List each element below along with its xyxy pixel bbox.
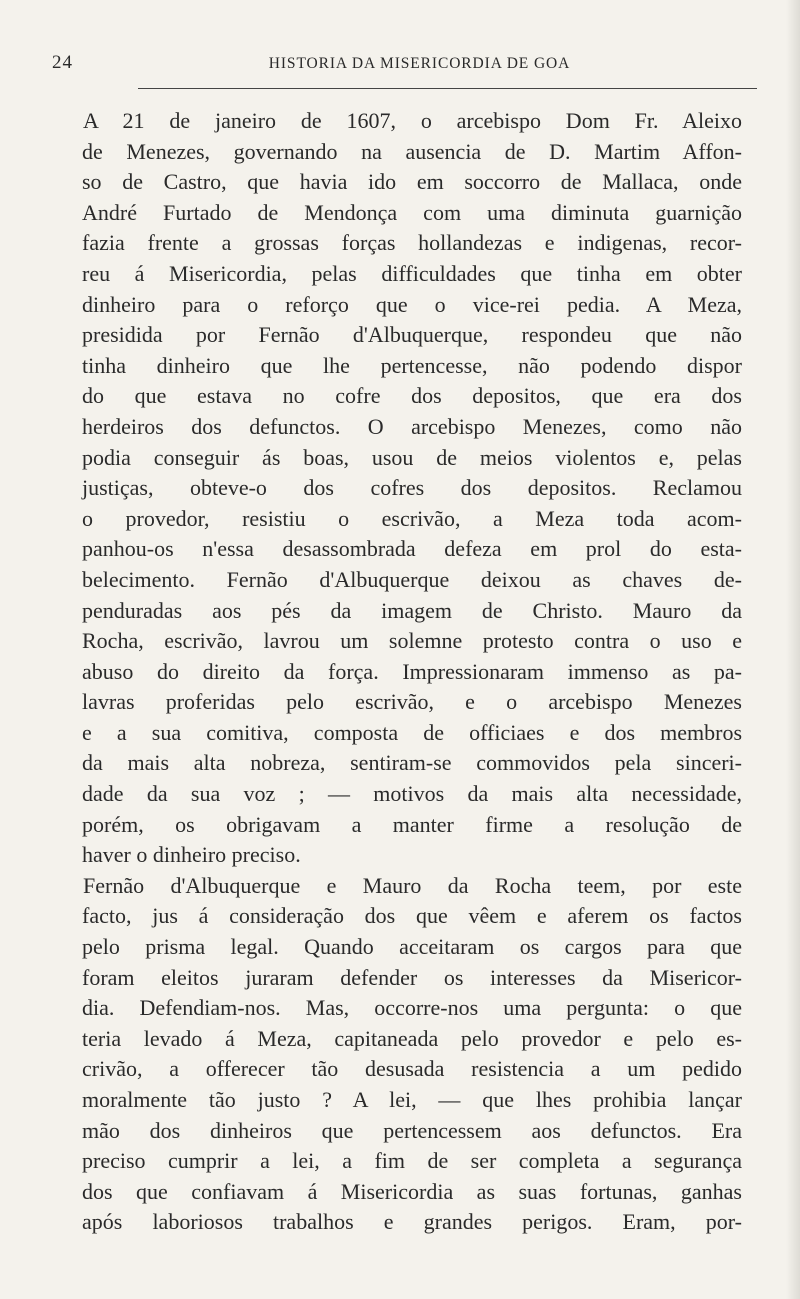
text-line: facto, jus á consideração dos que vêem e aferem os factos bbox=[82, 903, 742, 929]
text-line: fazia frente a grossas forças hollandezas e indigenas, recor- bbox=[82, 230, 742, 256]
text-line: herdeiros dos defunctos. O arcebispo Menezes, como não bbox=[82, 413, 742, 439]
text-line: penduradas aos pés da imagem de Christo. Mauro da bbox=[82, 597, 742, 623]
text-line: o provedor, resistiu o escrivão, a Meza toda acom- bbox=[82, 505, 742, 531]
text-line: porém, os obrigavam a manter firme a resolução de bbox=[82, 811, 742, 837]
text-line: moralmente tão justo ? A lei, — que lhes prohibia lançar bbox=[82, 1087, 742, 1112]
text-line: reu á Misericordia, pelas difficuldades que tinha em obter bbox=[82, 260, 742, 286]
text-line: da mais alta nobreza, sentiram-se commovidos pela sinceri- bbox=[82, 750, 742, 776]
text-line: dinheiro para o reforço que o vice-rei pedia. A Meza, bbox=[82, 291, 742, 317]
text-line: teria levado á Meza, capitaneada pelo provedor e pelo es- bbox=[82, 1025, 742, 1051]
text-line: crivão, a offerecer tão desusada resistencia a um pedido bbox=[82, 1056, 742, 1082]
header-rule bbox=[138, 88, 757, 89]
text-line: abuso do direito da força. Impressionaram immenso as pa- bbox=[82, 658, 742, 684]
text-line: A 21 de janeiro de 1607, o arcebispo Dom Fr. Aleixo bbox=[83, 108, 742, 133]
text-line: do que estava no cofre dos depositos, que era dos bbox=[82, 383, 742, 409]
text-line: belecimento. Fernão d'Albuquerque deixou as chaves de- bbox=[82, 566, 742, 592]
text-line: podia conseguir ás boas, usou de meios violentos e, pelas bbox=[82, 444, 742, 470]
text-line: André Furtado de Mendonça com uma diminuta guarnição bbox=[82, 199, 742, 225]
body-text bbox=[82, 106, 742, 1238]
running-title: HISTORIA DA MISERICORDIA DE GOA bbox=[268, 55, 571, 72]
text-line: de Menezes, governando na ausencia de D. Martim Affon- bbox=[82, 138, 742, 164]
running-head bbox=[52, 50, 757, 84]
text-line: dia. Defendiam-nos. Mas, occorre-nos uma pergunta: o que bbox=[82, 995, 742, 1021]
text-line: justiças, obteve-o dos cofres dos depositos. Reclamou bbox=[82, 475, 742, 501]
text-line: so de Castro, que havia ido em soccorro de Mallaca, onde bbox=[82, 169, 742, 195]
text-line: preciso cumprir a lei, a fim de ser completa a segurança bbox=[82, 1148, 742, 1174]
text-line: lavras proferidas pelo escrivão, e o arcebispo Menezes bbox=[82, 689, 742, 715]
text-line: presidida por Fernão d'Albuquerque, respondeu que não bbox=[82, 322, 742, 348]
text-line: Rocha, escrivão, lavrou um solemne protesto contra o uso e bbox=[82, 628, 742, 654]
text-line: dos que confiavam á Misericordia as suas fortunas, ganhas bbox=[82, 1178, 742, 1204]
text-line: dade da sua voz ; — motivos da mais alta necessidade, bbox=[82, 781, 742, 807]
text-line: foram eleitos juraram defender os interesses da Misericor- bbox=[82, 964, 742, 990]
text-line: tinha dinheiro que lhe pertencesse, não podendo dispor bbox=[82, 352, 742, 378]
page-number: 24 bbox=[52, 52, 73, 73]
text-line: Fernão d'Albuquerque e Mauro da Rocha teem, por este bbox=[83, 872, 742, 898]
text-line: pelo prisma legal. Quando acceitaram os cargos para que bbox=[82, 934, 742, 960]
text-line: após laboriosos trabalhos e grandes perigos. Eram, por- bbox=[82, 1209, 742, 1235]
text-line: panhou-os n'essa desassombrada defeza em prol do esta- bbox=[82, 536, 742, 562]
text-line: haver o dinheiro preciso. bbox=[82, 842, 301, 868]
text-line: e a sua comitiva, composta de officiaes e dos membros bbox=[82, 719, 742, 745]
page-edge-shadow bbox=[786, 0, 800, 1299]
text-line: mão dos dinheiros que pertencessem aos defunctos. Era bbox=[82, 1117, 742, 1143]
